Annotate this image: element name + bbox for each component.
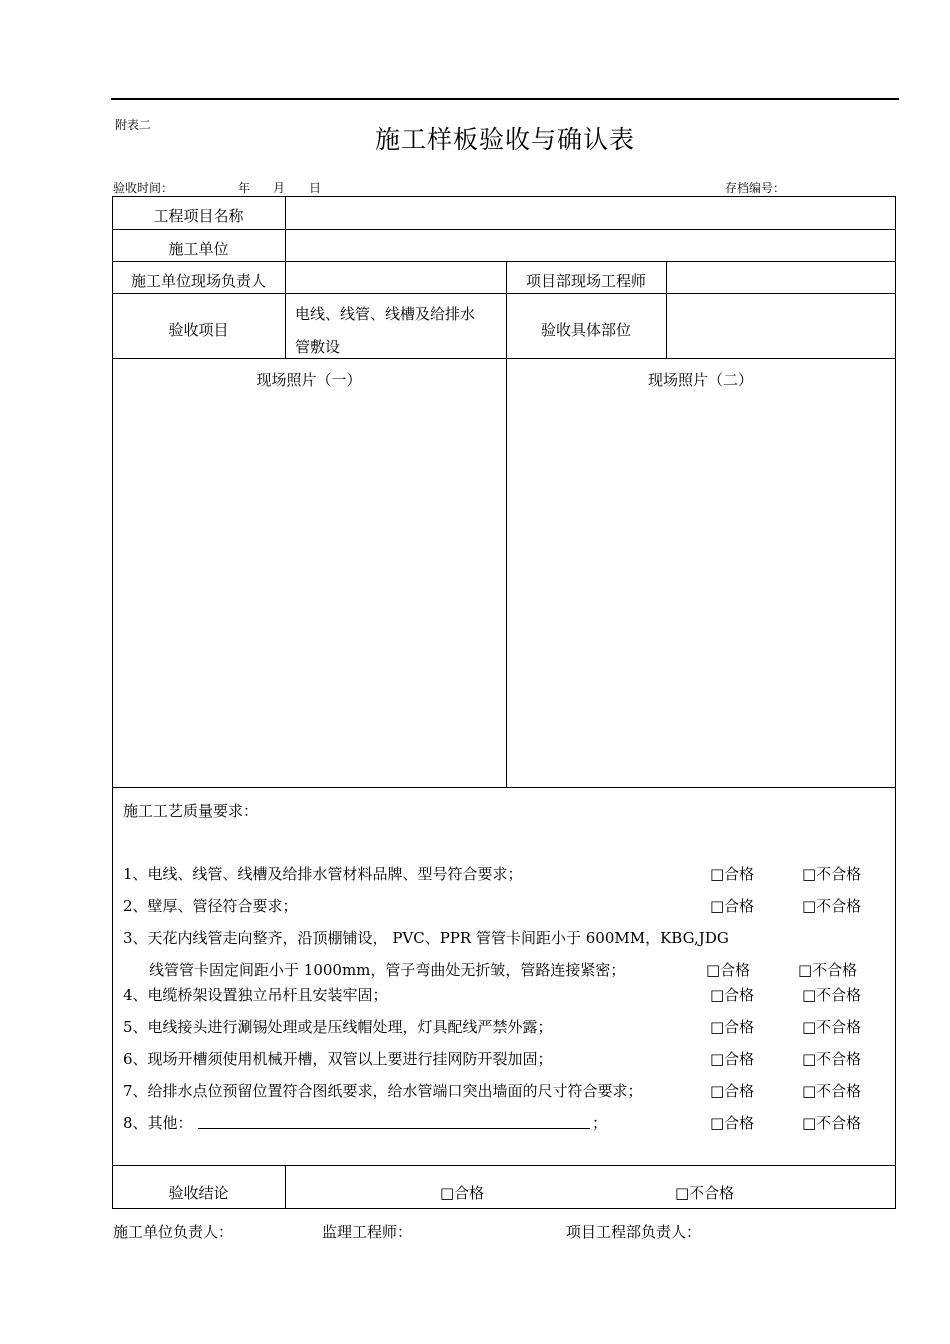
fail-checkbox[interactable]: □不合格 bbox=[802, 1018, 862, 1036]
fail-checkbox[interactable]: □不合格 bbox=[802, 1114, 862, 1132]
conclusion-pass-checkbox[interactable]: □合格 bbox=[440, 1184, 485, 1202]
requirement-item: 2、壁厚、管径符合要求； bbox=[123, 897, 298, 915]
project-head-signature-label: 项目工程部负责人： bbox=[566, 1223, 702, 1241]
top-rule bbox=[111, 98, 899, 100]
table-border-right bbox=[895, 196, 896, 1209]
photo-2-area[interactable] bbox=[507, 395, 895, 786]
pass-checkbox[interactable]: □合格 bbox=[710, 897, 755, 915]
contractor-label: 施工单位 bbox=[168, 240, 229, 258]
pass-checkbox[interactable]: □合格 bbox=[710, 865, 755, 883]
table-border-bottom bbox=[112, 1208, 896, 1209]
photo-2-label: 现场照片（二） bbox=[647, 371, 753, 389]
month-label: 月 bbox=[273, 181, 286, 195]
row-divider bbox=[112, 261, 896, 262]
pass-checkbox[interactable]: □合格 bbox=[710, 1082, 755, 1100]
contractor-head-signature-label: 施工单位负责人： bbox=[113, 1223, 234, 1241]
conclusion-fail-checkbox[interactable]: □不合格 bbox=[675, 1184, 735, 1202]
requirement-item-continuation: 线管管卡固定间距小于 1000mm，管子弯曲处无折皱，管路连接紧密； bbox=[149, 961, 626, 979]
requirement-item: 7、给排水点位预留位置符合图纸要求，给水管端口突出墙面的尺寸符合要求； bbox=[123, 1082, 643, 1100]
pass-checkbox[interactable]: □合格 bbox=[710, 1050, 755, 1068]
pass-checkbox[interactable]: □合格 bbox=[710, 1018, 755, 1036]
fail-checkbox[interactable]: □不合格 bbox=[802, 986, 862, 1004]
requirement-item: 4、电缆桥架设置独立吊杆且安装牢固； bbox=[123, 986, 388, 1004]
requirement-item: 3、天花内线管走向整齐，沿顶棚铺设， PVC、PPR 管管卡间距小于 600MM，KBG,JDG bbox=[123, 929, 729, 947]
day-label: 日 bbox=[309, 181, 322, 195]
site-manager-label: 施工单位现场负责人 bbox=[130, 272, 266, 290]
row-divider bbox=[112, 293, 896, 294]
other-fill-in-line[interactable] bbox=[198, 1128, 590, 1129]
page-title: 施工样板验收与确认表 bbox=[374, 125, 635, 154]
project-name-label: 工程项目名称 bbox=[153, 207, 244, 225]
requirement-item: 1、电线、线管、线槽及给排水管材料品牌、型号符合要求； bbox=[123, 865, 523, 883]
inspection-item-value-line1: 电线、线管、线槽及给排水 bbox=[295, 305, 476, 323]
other-suffix: ； bbox=[592, 1114, 608, 1132]
supervisor-signature-label: 监理工程师： bbox=[322, 1223, 413, 1241]
year-label: 年 bbox=[238, 181, 251, 195]
requirements-heading: 施工工艺质量要求： bbox=[123, 802, 259, 820]
inspection-location-label: 验收具体部位 bbox=[540, 321, 631, 339]
row-divider bbox=[112, 229, 896, 230]
table-border-top bbox=[112, 196, 896, 197]
fail-checkbox[interactable]: □不合格 bbox=[802, 1050, 862, 1068]
site-engineer-label: 项目部现场工程师 bbox=[525, 272, 646, 290]
fail-checkbox[interactable]: □不合格 bbox=[798, 961, 858, 979]
requirement-item: 5、电线接头进行涮锡处理或是压线帽处理，灯具配线严禁外露； bbox=[123, 1018, 553, 1036]
fail-checkbox[interactable]: □不合格 bbox=[802, 1082, 862, 1100]
photo-1-label: 现场照片（一） bbox=[256, 371, 362, 389]
pass-checkbox[interactable]: □合格 bbox=[710, 1114, 755, 1132]
attachment-label: 附表二 bbox=[115, 118, 152, 132]
column-divider bbox=[666, 261, 667, 358]
date-label: 验收时间： bbox=[113, 181, 174, 195]
row-divider bbox=[112, 1165, 896, 1166]
row-divider bbox=[112, 787, 896, 788]
pass-checkbox[interactable]: □合格 bbox=[710, 986, 755, 1004]
fail-checkbox[interactable]: □不合格 bbox=[802, 865, 862, 883]
column-divider bbox=[285, 196, 286, 358]
fail-checkbox[interactable]: □不合格 bbox=[802, 897, 862, 915]
column-divider bbox=[285, 1165, 286, 1208]
inspection-item-label: 验收项目 bbox=[168, 321, 229, 339]
conclusion-label: 验收结论 bbox=[168, 1184, 229, 1202]
row-divider bbox=[112, 358, 896, 359]
photo-1-area[interactable] bbox=[113, 395, 505, 786]
inspection-item-value-line2: 管敷设 bbox=[295, 338, 341, 356]
requirement-item: 6、现场开槽须使用机械开槽，双管以上要进行挂网防开裂加固； bbox=[123, 1050, 553, 1068]
archive-number-label: 存档编号： bbox=[725, 181, 786, 195]
requirement-item-other: 8、其他： bbox=[123, 1114, 193, 1132]
pass-checkbox[interactable]: □合格 bbox=[706, 961, 751, 979]
